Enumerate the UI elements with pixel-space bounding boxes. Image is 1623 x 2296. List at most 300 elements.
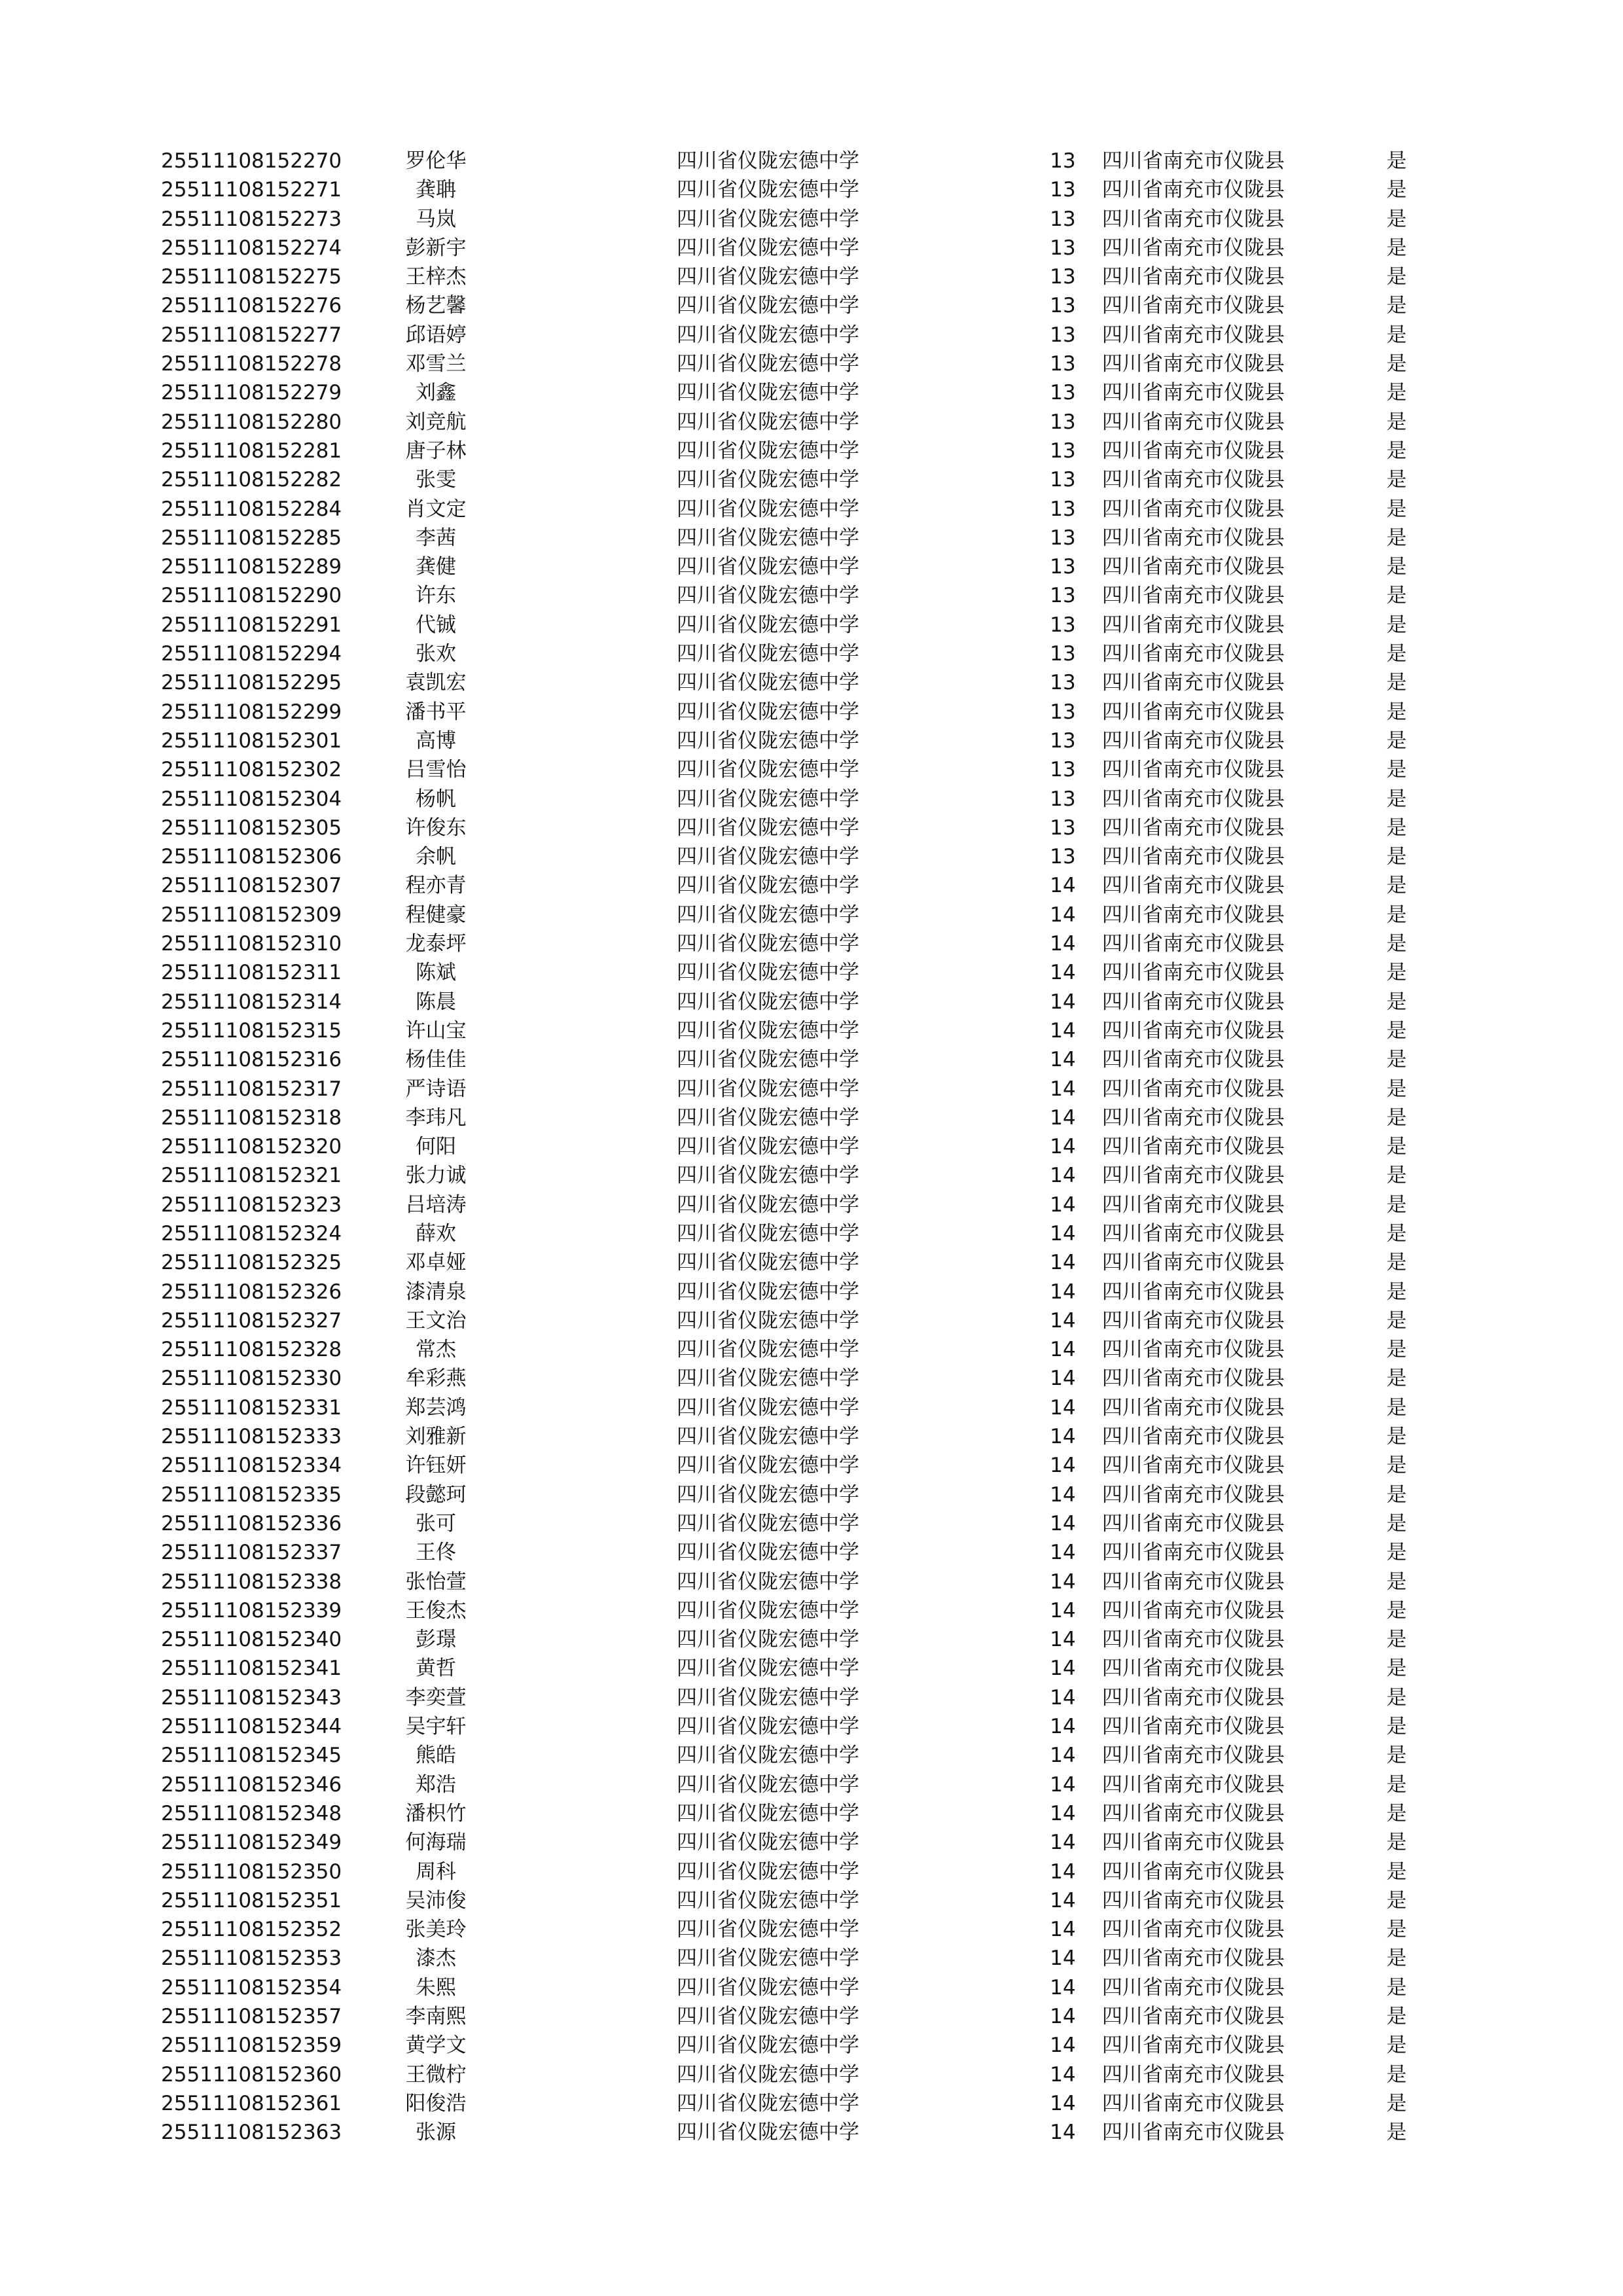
score-cell: 13 (1050, 613, 1076, 637)
exam-id-cell: 25511108152340 (161, 1628, 342, 1652)
exam-id-cell: 25511108152311 (161, 961, 342, 985)
table-row (161, 726, 1416, 755)
score-cell: 14 (1050, 1135, 1076, 1159)
exam-id-cell: 25511108152277 (161, 323, 342, 347)
county-cell: 四川省南充市仪陇县 (1102, 1454, 1285, 1478)
student-name-cell: 熊皓 (416, 1744, 456, 1768)
score-cell: 13 (1050, 410, 1076, 434)
table-row (161, 1278, 1416, 1306)
school-cell: 四川省仪陇宏德中学 (677, 874, 859, 898)
exam-id-cell: 25511108152345 (161, 1744, 342, 1768)
county-cell: 四川省南充市仪陇县 (1102, 1251, 1285, 1275)
county-cell: 四川省南充市仪陇县 (1102, 584, 1285, 608)
student-name-cell: 朱熙 (416, 1975, 456, 2000)
school-cell: 四川省仪陇宏德中学 (677, 584, 859, 608)
status-flag-cell: 是 (1386, 178, 1407, 202)
score-cell: 14 (1050, 903, 1076, 927)
score-cell: 13 (1050, 294, 1076, 318)
status-flag-cell: 是 (1386, 1541, 1407, 1565)
table-row (161, 1509, 1416, 1538)
score-cell: 13 (1050, 758, 1076, 782)
table-row (161, 408, 1416, 437)
county-cell: 四川省南充市仪陇县 (1102, 381, 1285, 405)
score-cell: 14 (1050, 2034, 1076, 2058)
school-cell: 四川省仪陇宏德中学 (677, 1859, 859, 1884)
score-cell: 14 (1050, 1744, 1076, 1768)
status-flag-cell: 是 (1386, 1918, 1407, 1942)
status-flag-cell: 是 (1386, 1193, 1407, 1217)
school-cell: 四川省仪陇宏德中学 (677, 2062, 859, 2087)
school-cell: 四川省仪陇宏德中学 (677, 1280, 859, 1304)
status-flag-cell: 是 (1386, 1425, 1407, 1449)
school-cell: 四川省仪陇宏德中学 (677, 1135, 859, 1159)
county-cell: 四川省南充市仪陇县 (1102, 671, 1285, 695)
student-name-cell: 王文治 (405, 1308, 467, 1333)
table-row (161, 698, 1416, 726)
table-row (161, 262, 1416, 291)
county-cell: 四川省南充市仪陇县 (1102, 2034, 1285, 2058)
school-cell: 四川省仪陇宏德中学 (677, 149, 859, 173)
status-flag-cell: 是 (1386, 1308, 1407, 1333)
school-cell: 四川省仪陇宏德中学 (677, 1715, 859, 1739)
score-cell: 14 (1050, 1801, 1076, 1825)
student-name-cell: 代铖 (416, 613, 456, 637)
county-cell: 四川省南充市仪陇县 (1102, 1338, 1285, 1362)
status-flag-cell: 是 (1386, 903, 1407, 927)
student-name-cell: 郑芸鸿 (405, 1395, 467, 1420)
county-cell: 四川省南充市仪陇县 (1102, 526, 1285, 550)
status-flag-cell: 是 (1386, 439, 1407, 463)
score-cell: 14 (1050, 2091, 1076, 2115)
score-cell: 13 (1050, 178, 1076, 202)
school-cell: 四川省仪陇宏德中学 (677, 352, 859, 376)
exam-id-cell: 25511108152301 (161, 728, 342, 753)
score-cell: 14 (1050, 1888, 1076, 1912)
exam-id-cell: 25511108152333 (161, 1425, 342, 1449)
county-cell: 四川省南充市仪陇县 (1102, 903, 1285, 927)
county-cell: 四川省南充市仪陇县 (1102, 1888, 1285, 1912)
exam-id-cell: 25511108152321 (161, 1164, 342, 1188)
table-row (161, 1306, 1416, 1335)
table-row (161, 2118, 1416, 2147)
table-row (161, 552, 1416, 581)
table-row (161, 2089, 1416, 2118)
table-row (161, 1741, 1416, 1770)
exam-id-cell: 25511108152317 (161, 1077, 342, 1101)
table-row (161, 175, 1416, 204)
table-row (161, 1364, 1416, 1393)
exam-id-cell: 25511108152360 (161, 2062, 342, 2087)
table-row (161, 1886, 1416, 1915)
county-cell: 四川省南充市仪陇县 (1102, 2121, 1285, 2145)
exam-id-cell: 25511108152357 (161, 2005, 342, 2028)
table-row (161, 1973, 1416, 2002)
status-flag-cell: 是 (1386, 1454, 1407, 1478)
student-name-cell: 邓雪兰 (405, 352, 467, 376)
exam-id-cell: 25511108152289 (161, 555, 342, 579)
exam-id-cell: 25511108152344 (161, 1715, 342, 1739)
table-row (161, 1480, 1416, 1509)
status-flag-cell: 是 (1386, 1888, 1407, 1912)
exam-id-cell: 25511108152352 (161, 1918, 342, 1942)
student-name-cell: 许山宝 (405, 1018, 467, 1043)
table-row (161, 668, 1416, 697)
county-cell: 四川省南充市仪陇县 (1102, 2005, 1285, 2028)
status-flag-cell: 是 (1386, 1251, 1407, 1275)
county-cell: 四川省南充市仪陇县 (1102, 1685, 1285, 1710)
student-name-cell: 彭璟 (416, 1628, 456, 1652)
school-cell: 四川省仪陇宏德中学 (677, 1685, 859, 1710)
county-cell: 四川省南充市仪陇县 (1102, 410, 1285, 434)
status-flag-cell: 是 (1386, 613, 1407, 637)
school-cell: 四川省仪陇宏德中学 (677, 1221, 859, 1246)
exam-id-cell: 25511108152307 (161, 874, 342, 898)
county-cell: 四川省南充市仪陇县 (1102, 2062, 1285, 2087)
school-cell: 四川省仪陇宏德中学 (677, 207, 859, 231)
exam-id-cell: 25511108152280 (161, 410, 342, 434)
student-name-cell: 黄哲 (416, 1657, 456, 1681)
county-cell: 四川省南充市仪陇县 (1102, 728, 1285, 753)
student-name-cell: 张雯 (416, 468, 456, 492)
student-name-cell: 吴沛俊 (405, 1888, 467, 1912)
student-name-cell: 袁凯宏 (405, 671, 467, 695)
exam-id-cell: 25511108152348 (161, 1801, 342, 1825)
exam-id-cell: 25511108152279 (161, 381, 342, 405)
county-cell: 四川省南充市仪陇县 (1102, 1221, 1285, 1246)
student-name-cell: 牟彩燕 (405, 1367, 467, 1391)
exam-id-cell: 25511108152320 (161, 1135, 342, 1159)
school-cell: 四川省仪陇宏德中学 (677, 990, 859, 1014)
status-flag-cell: 是 (1386, 2005, 1407, 2028)
status-flag-cell: 是 (1386, 149, 1407, 173)
county-cell: 四川省南充市仪陇县 (1102, 816, 1285, 840)
table-row (161, 1451, 1416, 1480)
score-cell: 14 (1050, 1105, 1076, 1130)
county-cell: 四川省南充市仪陇县 (1102, 149, 1285, 173)
exam-id-cell: 25511108152327 (161, 1308, 342, 1333)
school-cell: 四川省仪陇宏德中学 (677, 2005, 859, 2028)
school-cell: 四川省仪陇宏德中学 (677, 178, 859, 202)
exam-id-cell: 25511108152314 (161, 990, 342, 1014)
school-cell: 四川省仪陇宏德中学 (677, 903, 859, 927)
score-cell: 13 (1050, 555, 1076, 579)
score-cell: 14 (1050, 2062, 1076, 2087)
school-cell: 四川省仪陇宏德中学 (677, 1598, 859, 1623)
table-row (161, 1248, 1416, 1277)
score-cell: 14 (1050, 1918, 1076, 1942)
score-cell: 14 (1050, 1685, 1076, 1710)
exam-id-cell: 25511108152325 (161, 1251, 342, 1275)
score-cell: 14 (1050, 990, 1076, 1014)
county-cell: 四川省南充市仪陇县 (1102, 1975, 1285, 2000)
student-name-cell: 唐子林 (405, 439, 467, 463)
county-cell: 四川省南充市仪陇县 (1102, 787, 1285, 811)
table-row (161, 755, 1416, 784)
school-cell: 四川省仪陇宏德中学 (677, 1338, 859, 1362)
score-cell: 13 (1050, 671, 1076, 695)
table-row (161, 1191, 1416, 1219)
school-cell: 四川省仪陇宏德中学 (677, 1801, 859, 1825)
score-cell: 14 (1050, 1598, 1076, 1623)
exam-id-cell: 25511108152338 (161, 1570, 342, 1594)
county-cell: 四川省南充市仪陇县 (1102, 1280, 1285, 1304)
table-row (161, 1016, 1416, 1045)
exam-id-cell: 25511108152284 (161, 497, 342, 521)
school-cell: 四川省仪陇宏德中学 (677, 1628, 859, 1652)
student-name-cell: 郑浩 (416, 1772, 456, 1797)
status-flag-cell: 是 (1386, 1598, 1407, 1623)
table-row (161, 1770, 1416, 1799)
table-row (161, 1045, 1416, 1074)
score-cell: 14 (1050, 1251, 1076, 1275)
table-row (161, 291, 1416, 320)
student-name-cell: 许钰妍 (405, 1454, 467, 1478)
status-flag-cell: 是 (1386, 584, 1407, 608)
school-cell: 四川省仪陇宏德中学 (677, 2091, 859, 2115)
county-cell: 四川省南充市仪陇县 (1102, 2091, 1285, 2115)
table-row (161, 1915, 1416, 1944)
exam-id-cell: 25511108152354 (161, 1975, 342, 2000)
student-name-cell: 李南熙 (405, 2005, 467, 2028)
table-row (161, 901, 1416, 929)
school-cell: 四川省仪陇宏德中学 (677, 758, 859, 782)
student-name-cell: 张可 (416, 1511, 456, 1535)
status-flag-cell: 是 (1386, 1772, 1407, 1797)
school-cell: 四川省仪陇宏德中学 (677, 1831, 859, 1855)
status-flag-cell: 是 (1386, 1135, 1407, 1159)
status-flag-cell: 是 (1386, 816, 1407, 840)
school-cell: 四川省仪陇宏德中学 (677, 1918, 859, 1942)
county-cell: 四川省南充市仪陇县 (1102, 1135, 1285, 1159)
student-name-cell: 吴宇轩 (405, 1715, 467, 1739)
county-cell: 四川省南充市仪陇县 (1102, 1164, 1285, 1188)
table-row (161, 1132, 1416, 1161)
status-flag-cell: 是 (1386, 1859, 1407, 1884)
county-cell: 四川省南充市仪陇县 (1102, 236, 1285, 260)
student-name-cell: 王佟 (416, 1541, 456, 1565)
status-flag-cell: 是 (1386, 874, 1407, 898)
table-row (161, 581, 1416, 610)
school-cell: 四川省仪陇宏德中学 (677, 497, 859, 521)
score-cell: 13 (1050, 236, 1076, 260)
student-name-cell: 刘鑫 (416, 381, 456, 405)
county-cell: 四川省南充市仪陇县 (1102, 207, 1285, 231)
county-cell: 四川省南充市仪陇县 (1102, 1482, 1285, 1507)
school-cell: 四川省仪陇宏德中学 (677, 1511, 859, 1535)
exam-id-cell: 25511108152295 (161, 671, 342, 695)
score-cell: 14 (1050, 1772, 1076, 1797)
county-cell: 四川省南充市仪陇县 (1102, 1946, 1285, 1971)
school-cell: 四川省仪陇宏德中学 (677, 1395, 859, 1420)
school-cell: 四川省仪陇宏德中学 (677, 468, 859, 492)
county-cell: 四川省南充市仪陇县 (1102, 1831, 1285, 1855)
county-cell: 四川省南充市仪陇县 (1102, 1425, 1285, 1449)
county-cell: 四川省南充市仪陇县 (1102, 323, 1285, 347)
exam-id-cell: 25511108152294 (161, 642, 342, 666)
table-row (161, 814, 1416, 842)
county-cell: 四川省南充市仪陇县 (1102, 1801, 1285, 1825)
student-name-cell: 吕培涛 (405, 1193, 467, 1217)
school-cell: 四川省仪陇宏德中学 (677, 1164, 859, 1188)
score-cell: 14 (1050, 2005, 1076, 2028)
county-cell: 四川省南充市仪陇县 (1102, 1859, 1285, 1884)
table-row (161, 1799, 1416, 1828)
score-cell: 14 (1050, 874, 1076, 898)
score-cell: 14 (1050, 1454, 1076, 1478)
score-cell: 13 (1050, 323, 1076, 347)
table-row (161, 1161, 1416, 1190)
table-row (161, 1596, 1416, 1625)
exam-id-cell: 25511108152304 (161, 787, 342, 811)
score-cell: 13 (1050, 439, 1076, 463)
student-name-cell: 邱语婷 (405, 323, 467, 347)
county-cell: 四川省南充市仪陇县 (1102, 1541, 1285, 1565)
status-flag-cell: 是 (1386, 410, 1407, 434)
county-cell: 四川省南充市仪陇县 (1102, 932, 1285, 956)
status-flag-cell: 是 (1386, 1048, 1407, 1072)
student-name-cell: 邓卓娅 (405, 1251, 467, 1275)
status-flag-cell: 是 (1386, 1511, 1407, 1535)
score-cell: 14 (1050, 1077, 1076, 1101)
exam-id-cell: 25511108152281 (161, 439, 342, 463)
exam-id-cell: 25511108152309 (161, 903, 342, 927)
school-cell: 四川省仪陇宏德中学 (677, 381, 859, 405)
school-cell: 四川省仪陇宏德中学 (677, 1048, 859, 1072)
school-cell: 四川省仪陇宏德中学 (677, 1105, 859, 1130)
status-flag-cell: 是 (1386, 555, 1407, 579)
status-flag-cell: 是 (1386, 1628, 1407, 1652)
county-cell: 四川省南充市仪陇县 (1102, 642, 1285, 666)
status-flag-cell: 是 (1386, 2091, 1407, 2115)
status-flag-cell: 是 (1386, 700, 1407, 724)
county-cell: 四川省南充市仪陇县 (1102, 1511, 1285, 1535)
school-cell: 四川省仪陇宏德中学 (677, 265, 859, 289)
status-flag-cell: 是 (1386, 1715, 1407, 1739)
student-name-cell: 张源 (416, 2121, 456, 2145)
status-flag-cell: 是 (1386, 932, 1407, 956)
student-roster-table (161, 147, 1416, 2147)
exam-id-cell: 25511108152306 (161, 845, 342, 869)
school-cell: 四川省仪陇宏德中学 (677, 1946, 859, 1971)
school-cell: 四川省仪陇宏德中学 (677, 932, 859, 956)
status-flag-cell: 是 (1386, 1946, 1407, 1971)
school-cell: 四川省仪陇宏德中学 (677, 410, 859, 434)
table-row (161, 321, 1416, 350)
table-row (161, 1219, 1416, 1248)
student-name-cell: 龙泰坪 (405, 932, 467, 956)
exam-id-cell: 25511108152331 (161, 1395, 342, 1420)
student-name-cell: 李玮凡 (405, 1105, 467, 1130)
status-flag-cell: 是 (1386, 1105, 1407, 1130)
score-cell: 14 (1050, 1280, 1076, 1304)
exam-id-cell: 25511108152330 (161, 1367, 342, 1391)
school-cell: 四川省仪陇宏德中学 (677, 787, 859, 811)
table-row (161, 785, 1416, 814)
county-cell: 四川省南充市仪陇县 (1102, 990, 1285, 1014)
student-name-cell: 漆清泉 (405, 1280, 467, 1304)
score-cell: 13 (1050, 787, 1076, 811)
status-flag-cell: 是 (1386, 1018, 1407, 1043)
student-name-cell: 肖文定 (405, 497, 467, 521)
table-row (161, 2002, 1416, 2031)
status-flag-cell: 是 (1386, 2121, 1407, 2145)
exam-id-cell: 25511108152278 (161, 352, 342, 376)
table-row (161, 2060, 1416, 2089)
county-cell: 四川省南充市仪陇县 (1102, 294, 1285, 318)
exam-id-cell: 25511108152282 (161, 468, 342, 492)
student-name-cell: 周科 (416, 1859, 456, 1884)
exam-id-cell: 25511108152271 (161, 178, 342, 202)
status-flag-cell: 是 (1386, 1280, 1407, 1304)
table-row (161, 1393, 1416, 1422)
student-name-cell: 余帆 (416, 845, 456, 869)
exam-id-cell: 25511108152273 (161, 207, 342, 231)
school-cell: 四川省仪陇宏德中学 (677, 2121, 859, 2145)
status-flag-cell: 是 (1386, 497, 1407, 521)
table-row (161, 929, 1416, 958)
county-cell: 四川省南充市仪陇县 (1102, 1367, 1285, 1391)
county-cell: 四川省南充市仪陇县 (1102, 1193, 1285, 1217)
score-cell: 13 (1050, 728, 1076, 753)
status-flag-cell: 是 (1386, 758, 1407, 782)
school-cell: 四川省仪陇宏德中学 (677, 671, 859, 695)
status-flag-cell: 是 (1386, 352, 1407, 376)
school-cell: 四川省仪陇宏德中学 (677, 1541, 859, 1565)
county-cell: 四川省南充市仪陇县 (1102, 758, 1285, 782)
exam-id-cell: 25511108152323 (161, 1193, 342, 1217)
status-flag-cell: 是 (1386, 990, 1407, 1014)
student-name-cell: 王梓杰 (405, 265, 467, 289)
table-row (161, 842, 1416, 871)
student-name-cell: 王微柠 (405, 2062, 467, 2087)
school-cell: 四川省仪陇宏德中学 (677, 1251, 859, 1275)
score-cell: 14 (1050, 1018, 1076, 1043)
student-name-cell: 何阳 (416, 1135, 456, 1159)
school-cell: 四川省仪陇宏德中学 (677, 1888, 859, 1912)
score-cell: 14 (1050, 1657, 1076, 1681)
student-name-cell: 张欢 (416, 642, 456, 666)
status-flag-cell: 是 (1386, 2062, 1407, 2087)
exam-id-cell: 25511108152346 (161, 1772, 342, 1797)
exam-id-cell: 25511108152276 (161, 294, 342, 318)
status-flag-cell: 是 (1386, 1975, 1407, 2000)
school-cell: 四川省仪陇宏德中学 (677, 526, 859, 550)
exam-id-cell: 25511108152275 (161, 265, 342, 289)
status-flag-cell: 是 (1386, 323, 1407, 347)
student-name-cell: 许俊东 (405, 816, 467, 840)
status-flag-cell: 是 (1386, 845, 1407, 869)
score-cell: 13 (1050, 584, 1076, 608)
status-flag-cell: 是 (1386, 1367, 1407, 1391)
county-cell: 四川省南充市仪陇县 (1102, 1077, 1285, 1101)
status-flag-cell: 是 (1386, 1831, 1407, 1855)
county-cell: 四川省南充市仪陇县 (1102, 497, 1285, 521)
student-name-cell: 吕雪怡 (405, 758, 467, 782)
school-cell: 四川省仪陇宏德中学 (677, 1367, 859, 1391)
county-cell: 四川省南充市仪陇县 (1102, 700, 1285, 724)
table-row (161, 378, 1416, 407)
score-cell: 14 (1050, 1221, 1076, 1246)
exam-id-cell: 25511108152335 (161, 1482, 342, 1507)
student-name-cell: 王俊杰 (405, 1598, 467, 1623)
school-cell: 四川省仪陇宏德中学 (677, 1077, 859, 1101)
status-flag-cell: 是 (1386, 1338, 1407, 1362)
exam-id-cell: 25511108152337 (161, 1541, 342, 1565)
score-cell: 14 (1050, 1048, 1076, 1072)
student-name-cell: 漆杰 (416, 1946, 456, 1971)
student-name-cell: 高博 (416, 728, 456, 753)
table-row (161, 1857, 1416, 1886)
